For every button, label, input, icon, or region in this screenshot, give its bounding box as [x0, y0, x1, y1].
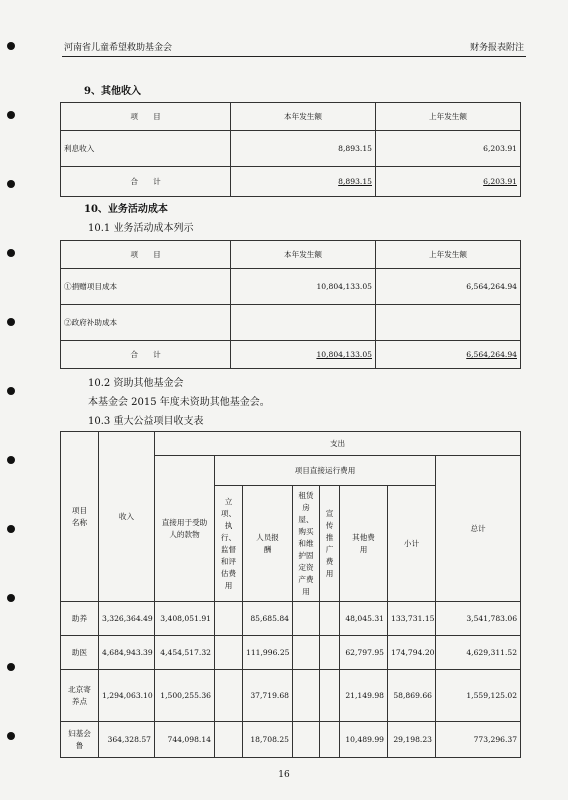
col-header-expense: 支出 — [155, 432, 521, 456]
total-previous — [376, 167, 521, 197]
subtotal-value: 58,869.66 — [388, 670, 436, 722]
col-header-subtotal: 小计 — [388, 486, 436, 602]
col-header-other: 其他费用 — [340, 486, 388, 602]
staff-value: 37,719.68 — [243, 670, 293, 722]
row-label: 利息收入 — [61, 131, 231, 167]
business-cost-table — [60, 240, 521, 369]
staff-value: 18,708.25 — [243, 722, 293, 758]
income-value: 4,684,943.39 — [99, 636, 155, 670]
total-value: 1,559,125.02 — [436, 670, 521, 722]
donation-value: 1,500,255.36 — [155, 670, 215, 722]
donation-value: 744,098.14 — [155, 722, 215, 758]
table-row — [61, 670, 521, 722]
total-row — [61, 341, 521, 369]
col-header-income: 收入 — [99, 432, 155, 602]
project-name: 助养 — [61, 602, 99, 636]
col-header-item: 项 目 — [61, 241, 231, 269]
total-label: 合 计 — [61, 167, 231, 197]
col-header-project-name: 项目名称 — [61, 432, 99, 602]
table-row — [61, 636, 521, 670]
setup-value — [215, 670, 243, 722]
rent-value — [293, 602, 320, 636]
previous-value: 6,203.91 — [376, 131, 521, 167]
section-10-3-title: 10.3 重大公益项目收支表 — [88, 416, 204, 427]
current-value — [231, 305, 376, 341]
table-header-row — [61, 432, 521, 456]
punch-hole — [7, 663, 15, 671]
col-header-direct-donation: 直接用于受助人的款物 — [155, 456, 215, 602]
current-value: 10,804,133.05 — [231, 269, 376, 305]
subtotal-value: 29,198.23 — [388, 722, 436, 758]
row-label: ②政府补助成本 — [61, 305, 231, 341]
punch-hole — [7, 180, 15, 188]
total-label: 合 计 — [61, 341, 231, 369]
current-value: 8,893.15 — [231, 131, 376, 167]
col-header-rent: 租赁房屋、购买和维护固定资产费用 — [293, 486, 320, 602]
income-value: 1,294,063.10 — [99, 670, 155, 722]
col-header-current: 本年发生额 — [231, 103, 376, 131]
promo-value — [320, 602, 340, 636]
col-header-previous: 上年发生额 — [376, 241, 521, 269]
other-value: 10,489.99 — [340, 722, 388, 758]
col-header-promo: 宣传推广费用 — [320, 486, 340, 602]
row-label: ①捐赠项目成本 — [61, 269, 231, 305]
previous-value — [376, 305, 521, 341]
punch-hole — [7, 111, 15, 119]
income-value: 364,328.57 — [99, 722, 155, 758]
donation-value: 4,454,517.32 — [155, 636, 215, 670]
income-value: 3,326,364.49 — [99, 602, 155, 636]
total-current — [231, 341, 376, 369]
donation-value: 3,408,051.91 — [155, 602, 215, 636]
punch-hole — [7, 594, 15, 602]
section-10-title: 10、业务活动成本 — [84, 204, 168, 215]
table-row — [61, 269, 521, 305]
other-income-table — [60, 102, 521, 197]
punch-hole — [7, 318, 15, 326]
promo-value — [320, 722, 340, 758]
header-rule — [62, 56, 526, 57]
rent-value — [293, 722, 320, 758]
section-10-2-text: 本基金会 2015 年度未资助其他基金会。 — [88, 397, 270, 408]
total-row — [61, 167, 521, 197]
subtotal-value: 174,794.20 — [388, 636, 436, 670]
other-value: 21,149.98 — [340, 670, 388, 722]
project-name: 妇基会鲁 — [61, 722, 99, 758]
punch-hole — [7, 732, 15, 740]
punch-hole — [7, 456, 15, 464]
other-value: 48,045.31 — [340, 602, 388, 636]
total-previous-value: 6,203.91 — [483, 177, 517, 186]
col-header-direct-cost: 项目直接运行费用 — [215, 456, 436, 486]
table-header-row — [61, 103, 521, 131]
table-header-row — [61, 241, 521, 269]
setup-value — [215, 722, 243, 758]
punch-hole — [7, 525, 15, 533]
staff-value: 85,685.84 — [243, 602, 293, 636]
table-row — [61, 722, 521, 758]
total-current — [231, 167, 376, 197]
promo-value — [320, 636, 340, 670]
col-header-item: 项 目 — [61, 103, 231, 131]
project-name: 助医 — [61, 636, 99, 670]
setup-value — [215, 602, 243, 636]
col-header-current: 本年发生额 — [231, 241, 376, 269]
total-value: 3,541,783.06 — [436, 602, 521, 636]
punch-hole — [7, 249, 15, 257]
col-header-total: 总计 — [436, 456, 521, 602]
total-current-value: 10,804,133.05 — [316, 350, 372, 359]
promo-value — [320, 670, 340, 722]
table-row — [61, 305, 521, 341]
punch-hole — [7, 42, 15, 50]
section-10-2-title: 10.2 资助其他基金会 — [88, 378, 184, 389]
rent-value — [293, 636, 320, 670]
previous-value: 6,564,264.94 — [376, 269, 521, 305]
rent-value — [293, 670, 320, 722]
section-10-1-title: 10.1 业务活动成本列示 — [88, 223, 194, 234]
total-value: 773,296.37 — [436, 722, 521, 758]
total-current-value: 8,893.15 — [338, 177, 372, 186]
major-project-table — [60, 431, 521, 758]
table-row — [61, 131, 521, 167]
total-previous-value: 6,564,264.94 — [466, 350, 517, 359]
total-previous — [376, 341, 521, 369]
table-row — [61, 602, 521, 636]
setup-value — [215, 636, 243, 670]
staff-value: 111,996.25 — [243, 636, 293, 670]
punch-hole — [7, 387, 15, 395]
project-name: 北京寄养点 — [61, 670, 99, 722]
other-value: 62,797.95 — [340, 636, 388, 670]
page-number: 16 — [278, 770, 290, 780]
header-report-name: 财务报表附注 — [469, 43, 524, 53]
subtotal-value: 133,731.15 — [388, 602, 436, 636]
section-9-title: 9、其他收入 — [84, 86, 141, 97]
total-value: 4,629,311.52 — [436, 636, 521, 670]
header-org-name: 河南省儿童希望救助基金会 — [64, 43, 173, 53]
col-header-setup: 立项、执行、监督和评估费用 — [215, 486, 243, 602]
col-header-previous: 上年发生额 — [376, 103, 521, 131]
col-header-staff: 人员报酬 — [243, 486, 293, 602]
